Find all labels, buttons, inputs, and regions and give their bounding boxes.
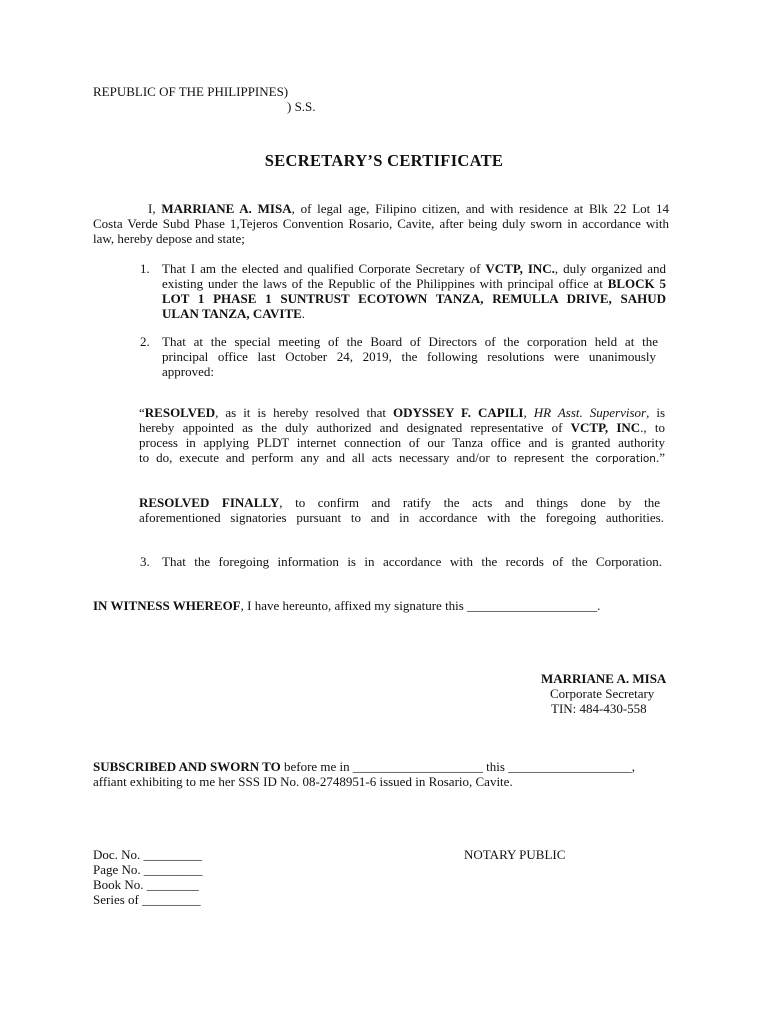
notary-public-label: NOTARY PUBLIC (464, 847, 566, 862)
item-1-number: 1. (140, 261, 150, 276)
book-number-line: Book No. ________ (93, 877, 199, 892)
item-1-line-1: That I am the elected and qualified Corporate Secretary of VCTP, INC., duly organized and (162, 261, 666, 276)
signatory-tin: TIN: 484-430-558 (551, 701, 647, 716)
item-2-number: 2. (140, 334, 150, 349)
resolution-1-line-4: to do, execute and perform any and all acts necessary and/or to represent the corporation.” (139, 450, 665, 465)
affiant-name: MARRIANE A. MISA (161, 201, 292, 216)
intro-line-1: I, MARRIANE A. MISA, of legal age, Filipino citizen, and with residence at Blk 22 Lot 14 (148, 201, 670, 216)
intro-line-3: law, hereby depose and state; (93, 231, 245, 246)
appointee-position: HR Asst. Supervisor (533, 405, 647, 420)
resolution-1-line-3: process in applying PLDT internet connection of our Tanza office and is granted authority (139, 435, 665, 450)
doc-number-line: Doc. No. _________ (93, 847, 203, 862)
item-3-text: That the foregoing information is in accordance with the records of the Corporation. (162, 554, 662, 569)
item-2-line-1: That at the special meeting of the Board of Directors of the corporation held at the (162, 334, 658, 349)
resolution-2-line-2: aforementioned signatories pursuant to and in accordance with the foregoing authorities. (139, 510, 664, 525)
page-number-line: Page No. _________ (93, 862, 203, 877)
jurat-line-1: SUBSCRIBED AND SWORN TO before me in ____________________ this ___________________, (93, 759, 635, 774)
venue-line-1: REPUBLIC OF THE PHILIPPINES) (93, 84, 289, 99)
resolution-2-line-1: RESOLVED FINALLY, to confirm and ratify the acts and things done by the (139, 495, 660, 510)
jurat-line-2: affiant exhibiting to me her SSS ID No. 08-2748951-6 issued in Rosario, Cavite. (93, 774, 513, 789)
signatory-title: Corporate Secretary (550, 686, 655, 701)
signatory-name: MARRIANE A. MISA (541, 671, 667, 686)
company-name: VCTP, INC. (485, 261, 555, 276)
item-3-number: 3. (140, 554, 150, 569)
page-title: SECRETARY’S CERTIFICATE (264, 151, 504, 170)
witness-clause: IN WITNESS WHEREOF, I have hereunto, affixed my signature this ____________________. (93, 598, 601, 613)
item-1-line-2: existing under the laws of the Republic of the Philippines with principal office at BLOCK 5 (162, 276, 666, 291)
item-2-line-3: approved: (162, 364, 214, 379)
resolution-1-line-2: hereby appointed as the duly authorized and designated representative of VCTP, INC., to (139, 420, 666, 435)
appointee-name: ODYSSEY F. CAPILI (393, 405, 524, 420)
item-2-line-2: principal office last October 24, 2019, the following resolutions were unanimously (162, 349, 656, 364)
venue-line-2: ) S.S. (287, 99, 316, 114)
item-1-line-4: ULAN TANZA, CAVITE. (162, 306, 306, 321)
intro-line-2: Costa Verde Subd Phase 1,Tejeros Convention Rosario, Cavite, after being duly sworn in accordance with (93, 216, 669, 231)
resolution-1-line-1: “RESOLVED, as it is hereby resolved that ODYSSEY F. CAPILI, HR Asst. Supervisor, is (139, 405, 666, 420)
item-1-line-3: LOT 1 PHASE 1 SUNTRUST ECOTOWN TANZA, REMULLA DRIVE, SAHUD (162, 291, 666, 306)
series-line: Series of _________ (93, 892, 201, 907)
